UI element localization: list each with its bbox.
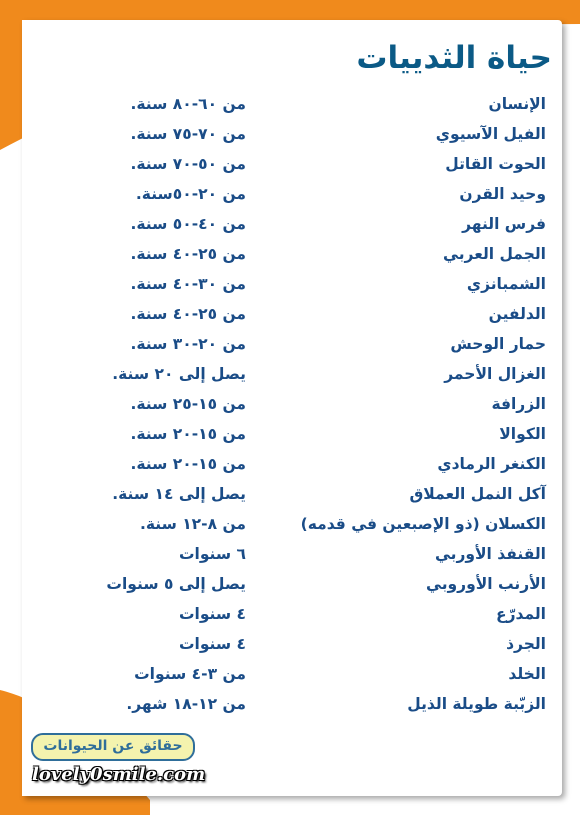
lifespan-value: من ٢٠-٣٠ سنة. bbox=[130, 335, 246, 353]
list-item bbox=[22, 92, 562, 122]
animal-name: القنفذ الأوربي bbox=[434, 545, 546, 563]
list-item bbox=[22, 152, 562, 182]
animal-name: الدلفين bbox=[488, 305, 546, 323]
animal-name: حمار الوحش bbox=[450, 335, 546, 353]
lifespan-value: من ٢٠-٥٠سنة. bbox=[135, 185, 246, 203]
animal-name: الكسلان (ذو الإصبعين في قدمه) bbox=[300, 515, 546, 533]
lifespan-value: يصل إلى ٥ سنوات bbox=[106, 575, 246, 593]
lifespan-value: ٤ سنوات bbox=[178, 635, 246, 653]
page-title: حياة الثدييات bbox=[356, 40, 552, 76]
list-item bbox=[22, 482, 562, 512]
list-item bbox=[22, 452, 562, 482]
lifespan-value: من ٥٠-٧٠ سنة. bbox=[130, 155, 246, 173]
animal-name: فرس النهر bbox=[462, 215, 546, 233]
list-item bbox=[22, 122, 562, 152]
lifespan-value: يصل إلى ١٤ سنة. bbox=[112, 485, 246, 503]
lifespan-value: من ٦٠-٨٠ سنة. bbox=[130, 95, 246, 113]
lifespan-value: من ٤٠-٥٠ سنة. bbox=[130, 215, 246, 233]
footer-badge bbox=[31, 733, 195, 761]
lifespan-value: من ٢٥-٤٠ سنة. bbox=[130, 305, 246, 323]
lifespan-value: من ٣-٤ سنوات bbox=[134, 665, 246, 683]
lifespan-value: من ١٥-٢٠ سنة. bbox=[130, 425, 246, 443]
list-item bbox=[22, 662, 562, 692]
list-item bbox=[22, 362, 562, 392]
animal-name: الجمل العربي bbox=[443, 245, 546, 263]
list-item bbox=[22, 692, 562, 722]
animal-name: الشمبانزي bbox=[466, 275, 546, 293]
list-item bbox=[22, 422, 562, 452]
animal-name: الزبّبة طويلة الذيل bbox=[407, 695, 546, 713]
animal-name: الكوالا bbox=[499, 425, 546, 443]
list-item bbox=[22, 512, 562, 542]
lifespan-value: من ١٥-٢٠ سنة. bbox=[130, 455, 246, 473]
lifespan-value: ٦ سنوات bbox=[178, 545, 246, 563]
animal-name: الأرنب الأوروبي bbox=[426, 575, 546, 593]
list-item bbox=[22, 392, 562, 422]
site-watermark: lovely0smile.com bbox=[32, 764, 206, 785]
lifespan-list bbox=[22, 92, 562, 722]
lifespan-value: من ٣٠-٤٠ سنة. bbox=[130, 275, 246, 293]
lifespan-value: من ٧٠-٧٥ سنة. bbox=[130, 125, 246, 143]
animal-name: الخلد bbox=[508, 665, 546, 683]
animal-name: الجرذ bbox=[506, 635, 546, 653]
animal-name: الفيل الآسيوي bbox=[435, 125, 546, 143]
list-item bbox=[22, 242, 562, 272]
list-item bbox=[22, 212, 562, 242]
animal-name: الغزال الأحمر bbox=[444, 365, 546, 383]
animal-name: الزرافة bbox=[491, 395, 546, 413]
lifespan-value: ٤ سنوات bbox=[178, 605, 246, 623]
list-item bbox=[22, 542, 562, 572]
footer-badge-text: حقائق عن الحيوانات bbox=[43, 738, 183, 754]
list-item bbox=[22, 182, 562, 212]
animal-name: وحيد القرن bbox=[459, 185, 546, 203]
animal-name: الإنسان bbox=[488, 95, 546, 113]
lifespan-value: من ١٢-١٨ شهر. bbox=[126, 695, 246, 713]
list-item bbox=[22, 302, 562, 332]
list-item bbox=[22, 332, 562, 362]
animal-name: الحوت القاتل bbox=[445, 155, 546, 173]
list-item bbox=[22, 632, 562, 662]
lifespan-value: من ٨-١٢ سنة. bbox=[139, 515, 246, 533]
animal-name: آكل النمل العملاق bbox=[409, 485, 546, 503]
list-item bbox=[22, 602, 562, 632]
animal-name: المدرّع bbox=[496, 605, 546, 623]
list-item bbox=[22, 272, 562, 302]
lifespan-value: من ٢٥-٤٠ سنة. bbox=[130, 245, 246, 263]
list-item bbox=[22, 572, 562, 602]
lifespan-value: من ١٥-٢٥ سنة. bbox=[130, 395, 246, 413]
animal-name: الكنغر الرمادي bbox=[437, 455, 546, 473]
lifespan-value: يصل إلى ٢٠ سنة. bbox=[112, 365, 246, 383]
